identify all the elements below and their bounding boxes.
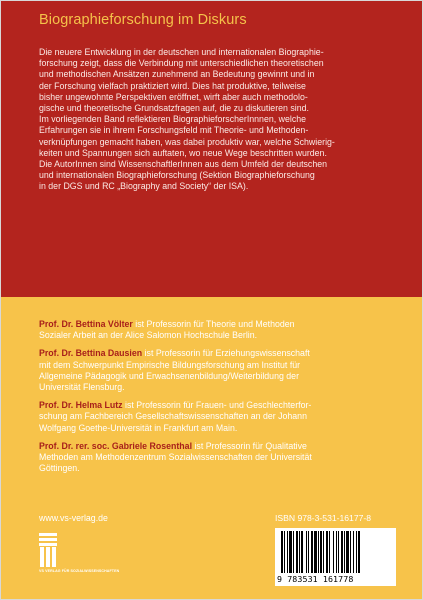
description-line: und methodischen Ansätzen zunehmend an Bedeutung gewinnt und in: [39, 69, 315, 80]
barcode-bar: [329, 531, 330, 573]
barcode-bar: [320, 531, 322, 573]
author-bio-text: ist Professorin für Erziehungswissenschaft: [142, 348, 310, 359]
description-line: Die neuere Entwicklung in der deutschen und internationalen Biographie-: [39, 47, 324, 57]
author-name: Prof. Dr. Bettina Dausien: [39, 348, 143, 359]
barcode-bar: [299, 531, 300, 573]
barcode-number: 9 783531 161778: [277, 574, 354, 584]
barcode-bar: [284, 531, 285, 573]
author-bio-line: Allgemeine Pädagogik und Erwachsenenbildung/Weiterbildung der: [39, 370, 300, 381]
description-line: keiten und Spannungen sich auftaten, wo neue Wege beschritten wurden.: [39, 147, 327, 158]
description-line: Die AutorInnen sind WissenschaftlerInnen aus dem Umfeld der deutschen: [39, 159, 328, 170]
author-bio-text: ist Professorin für Theorie und Methoden: [132, 319, 295, 329]
barcode-bar: [306, 531, 307, 573]
barcode-bar: [293, 531, 294, 573]
author-bio-line: Wolfgang Goethe-Universität in Frankfurt am Main.: [39, 422, 238, 433]
description-line: Erfahrungen sie in ihrem Forschungsfeld mit Theorie- und Methoden-: [39, 125, 309, 136]
barcode-bar: [344, 531, 345, 573]
barcode-bar: [346, 531, 349, 573]
book-description: [39, 47, 391, 193]
barcode-bar: [301, 531, 303, 573]
author-bio-line: schung am Fachbereich Gesellschaftswissenschaften an der Johann: [39, 411, 307, 422]
author-bio: [39, 348, 395, 393]
author-bio-line: [39, 348, 395, 359]
author-bio-line: Sozialer Arbeit an der Alice Salomon Hochschule Berlin.: [39, 330, 258, 341]
barcode-bar: [338, 531, 339, 573]
description-line: und internationalen Biographieforschung (Sektion Biographieforschung: [39, 170, 315, 181]
author-bio: [39, 441, 395, 475]
author-bio-text: ist Professorin für Frauen- und Geschlechterfor-: [122, 400, 312, 411]
author-bio: [39, 319, 395, 341]
description-line: der Forschung vielfach praktiziert wird. Dies hat produktive, teilweise: [39, 80, 306, 91]
barcode: [275, 528, 396, 586]
author-bio: [39, 400, 395, 434]
description-line: Im vorliegenden Band reflektieren BiographieforscherInnnen, welche: [39, 114, 306, 125]
author-bio-line: Göttingen.: [39, 463, 80, 474]
barcode-bar: [326, 531, 328, 573]
author-bio-line: [39, 441, 395, 452]
author-name: Prof. Dr. Helma Lutz: [39, 400, 123, 411]
barcode-bar: [311, 531, 313, 573]
barcode-bar: [281, 531, 283, 573]
publisher-name: VS VERLAG FÜR SOZIALWISSENSCHAFTEN: [39, 569, 120, 573]
author-name: Prof. Dr. rer. soc. Gabriele Rosenthal: [39, 440, 193, 451]
author-bio-line: [39, 319, 395, 330]
barcode-bar: [289, 531, 292, 573]
author-bio-line: Methoden am Methodenzentrum Sozialwissenschaften der Universität: [39, 452, 312, 463]
description-line: forschung zeigt, dass die Verbindung mit unterschiedlichen theoretischen: [39, 58, 324, 69]
barcode-bar: [314, 531, 317, 573]
author-bio-line: [39, 400, 395, 411]
author-bios: [39, 319, 395, 481]
barcode-bar: [350, 531, 351, 573]
barcode-bar: [287, 531, 288, 573]
author-bio-line: mit dem Schwerpunkt Empirische Bildungsforschung am Institut für: [39, 359, 301, 370]
description-line: gische und theoretische Grundsatzfragen auf, die zu diskutieren sind.: [39, 103, 309, 114]
red-panel: [1, 1, 423, 297]
publisher-url[interactable]: www.vs-verlag.de: [39, 513, 108, 523]
author-bio-text: ist Professorin für Qualitative: [192, 440, 307, 451]
barcode-bar: [333, 531, 334, 573]
isbn-label: ISBN 978-3-531-16177-8: [275, 513, 372, 523]
description-line: in der DGS und RC „Biography and Society“ der ISA).: [39, 181, 249, 192]
barcode-bar: [353, 531, 354, 573]
barcode-bar: [356, 531, 357, 573]
barcode-bar: [308, 531, 309, 573]
author-bio-line: Universität Flensburg.: [39, 382, 125, 393]
barcode-bar: [341, 531, 343, 573]
barcode-bar: [318, 531, 319, 573]
book-title: Biographieforschung im Diskurs: [39, 12, 247, 28]
barcode-bar: [296, 531, 298, 573]
barcode-bar: [336, 531, 337, 573]
barcode-bar: [323, 531, 324, 573]
author-name: Prof. Dr. Bettina Völter: [39, 319, 133, 329]
description-line: verknüpfungen gemacht haben, was dabei produktiv war, welche Schwierig-: [39, 136, 335, 147]
description-line: bisher ungewohnte Perspektiven eröffnet, wirft aber auch methodolo-: [39, 91, 308, 102]
barcode-bars: [281, 531, 391, 575]
barcode-bar: [358, 531, 360, 573]
